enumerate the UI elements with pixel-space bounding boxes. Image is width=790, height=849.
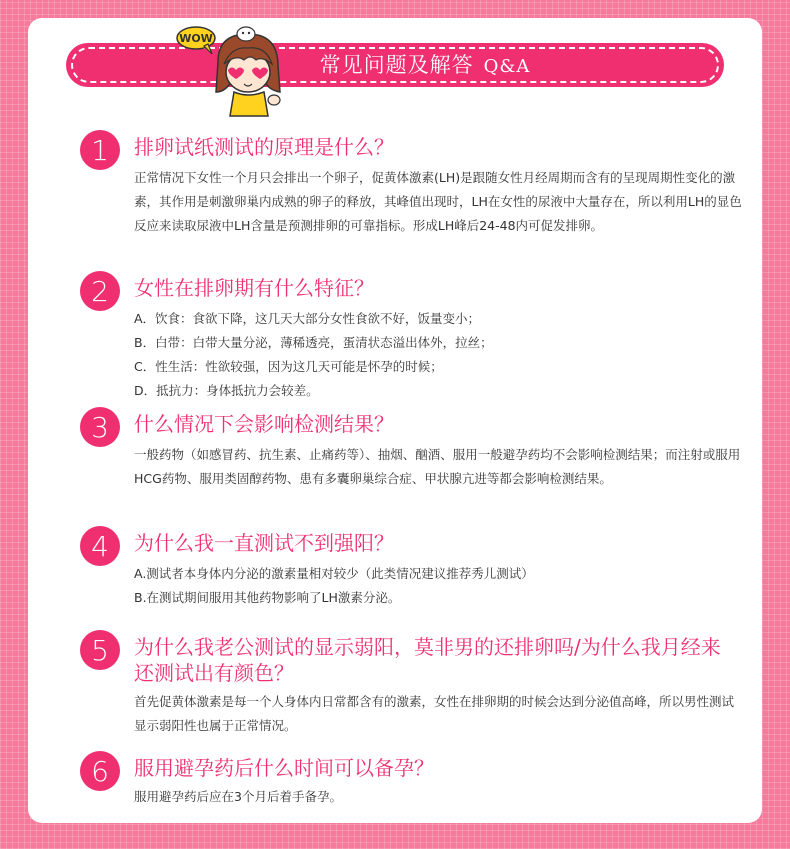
faq-question-6: 服用避孕药后什么时间可以备孕？: [134, 756, 434, 780]
faq-question-2: 女性在排卵期有什么特征？: [134, 276, 374, 300]
faq-number-5: 5: [80, 630, 120, 670]
faq-answer-1-line: 正常情况下女性一个月只会排出一个卵子，促黄体激素(LH)是跟随女性月经周期而含有的呈现周期性变化的激素，其作用是刺激卵巢内成熟的卵子的释放，其峰值出现时，LH在女性的尿液中大量存在，所以利用LH的显色反应来读取尿液中LH含量是预测排卵的可靠指标。形成LH峰后24-48内可促发排卵。: [134, 170, 742, 233]
faq-answer-6: [134, 785, 744, 809]
faq-number-6: 6: [80, 751, 120, 791]
mascot-girl-icon: [176, 20, 286, 120]
faq-number-2: 2: [80, 271, 120, 311]
faq-answer-2-line-b: B．白带：白带大量分泌，薄稀透亮，蛋清状态溢出体外，拉丝；: [134, 335, 493, 350]
faq-number-4: 4: [80, 526, 120, 566]
faq-question-1: 排卵试纸测试的原理是什么？: [134, 135, 394, 159]
faq-answer-6-line: 服用避孕药后应在3个月后着手备孕。: [134, 789, 342, 804]
faq-answer-2-line-d: D．抵抗力：身体抵抗力会较差。: [134, 383, 319, 398]
banner-subtitle: Q&A: [483, 56, 531, 77]
faq-number-3: 3: [80, 407, 120, 447]
faq-number-1: 1: [80, 130, 120, 170]
wow-badge-text: WOW: [179, 32, 213, 45]
banner-title: [66, 43, 724, 87]
faq-question-5: 为什么我老公测试的显示弱阳，莫非男的还排卵吗/为什么我月经来还测试出有颜色？: [134, 635, 721, 685]
header-banner: [66, 43, 724, 87]
content-card: [28, 18, 762, 823]
banner-title-text: 常见问题及解答: [319, 53, 474, 77]
faq-answer-3: [134, 443, 744, 491]
faq-answer-5-line: 首先促黄体激素是每一个人身体内日常都含有的激素，女性在排卵期的时候会达到分泌值高峰，所以男性测试显示弱阳性也属于正常情况。: [134, 694, 735, 733]
faq-answer-2: [134, 307, 744, 403]
faq-answer-3-line: 一般药物（如感冒药、抗生素、止痛药等）、抽烟、酗酒、服用一般避孕药均不会影响检测结果；而注射或服用HCG药物、服用类固醇药物、患有多囊卵巢综合症、甲状腺亢进等都会影响检测结果。: [134, 447, 741, 486]
faq-answer-2-line-c: C．性生活：性欲较强，因为这几天可能是怀孕的时候；: [134, 359, 443, 374]
faq-answer-4: [134, 562, 744, 610]
faq-question-3: 什么情况下会影响检测结果？: [134, 412, 394, 436]
faq-answer-2-line-a: A．饮食：食欲下降，这几天大部分女性食欲不好，饭量变小；: [134, 311, 481, 326]
faq-answer-1: [134, 166, 744, 238]
faq-answer-4-line-b: B.在测试期间服用其他药物影响了LH激素分泌。: [134, 590, 401, 605]
faq-answer-4-line-a: A.测试者本身体内分泌的激素量相对较少（此类情况建议推荐秀儿测试）: [134, 566, 534, 581]
faq-question-4: 为什么我一直测试不到强阳？: [134, 531, 394, 555]
wow-bubble-icon: [177, 27, 215, 54]
faq-answer-5: [134, 690, 744, 738]
